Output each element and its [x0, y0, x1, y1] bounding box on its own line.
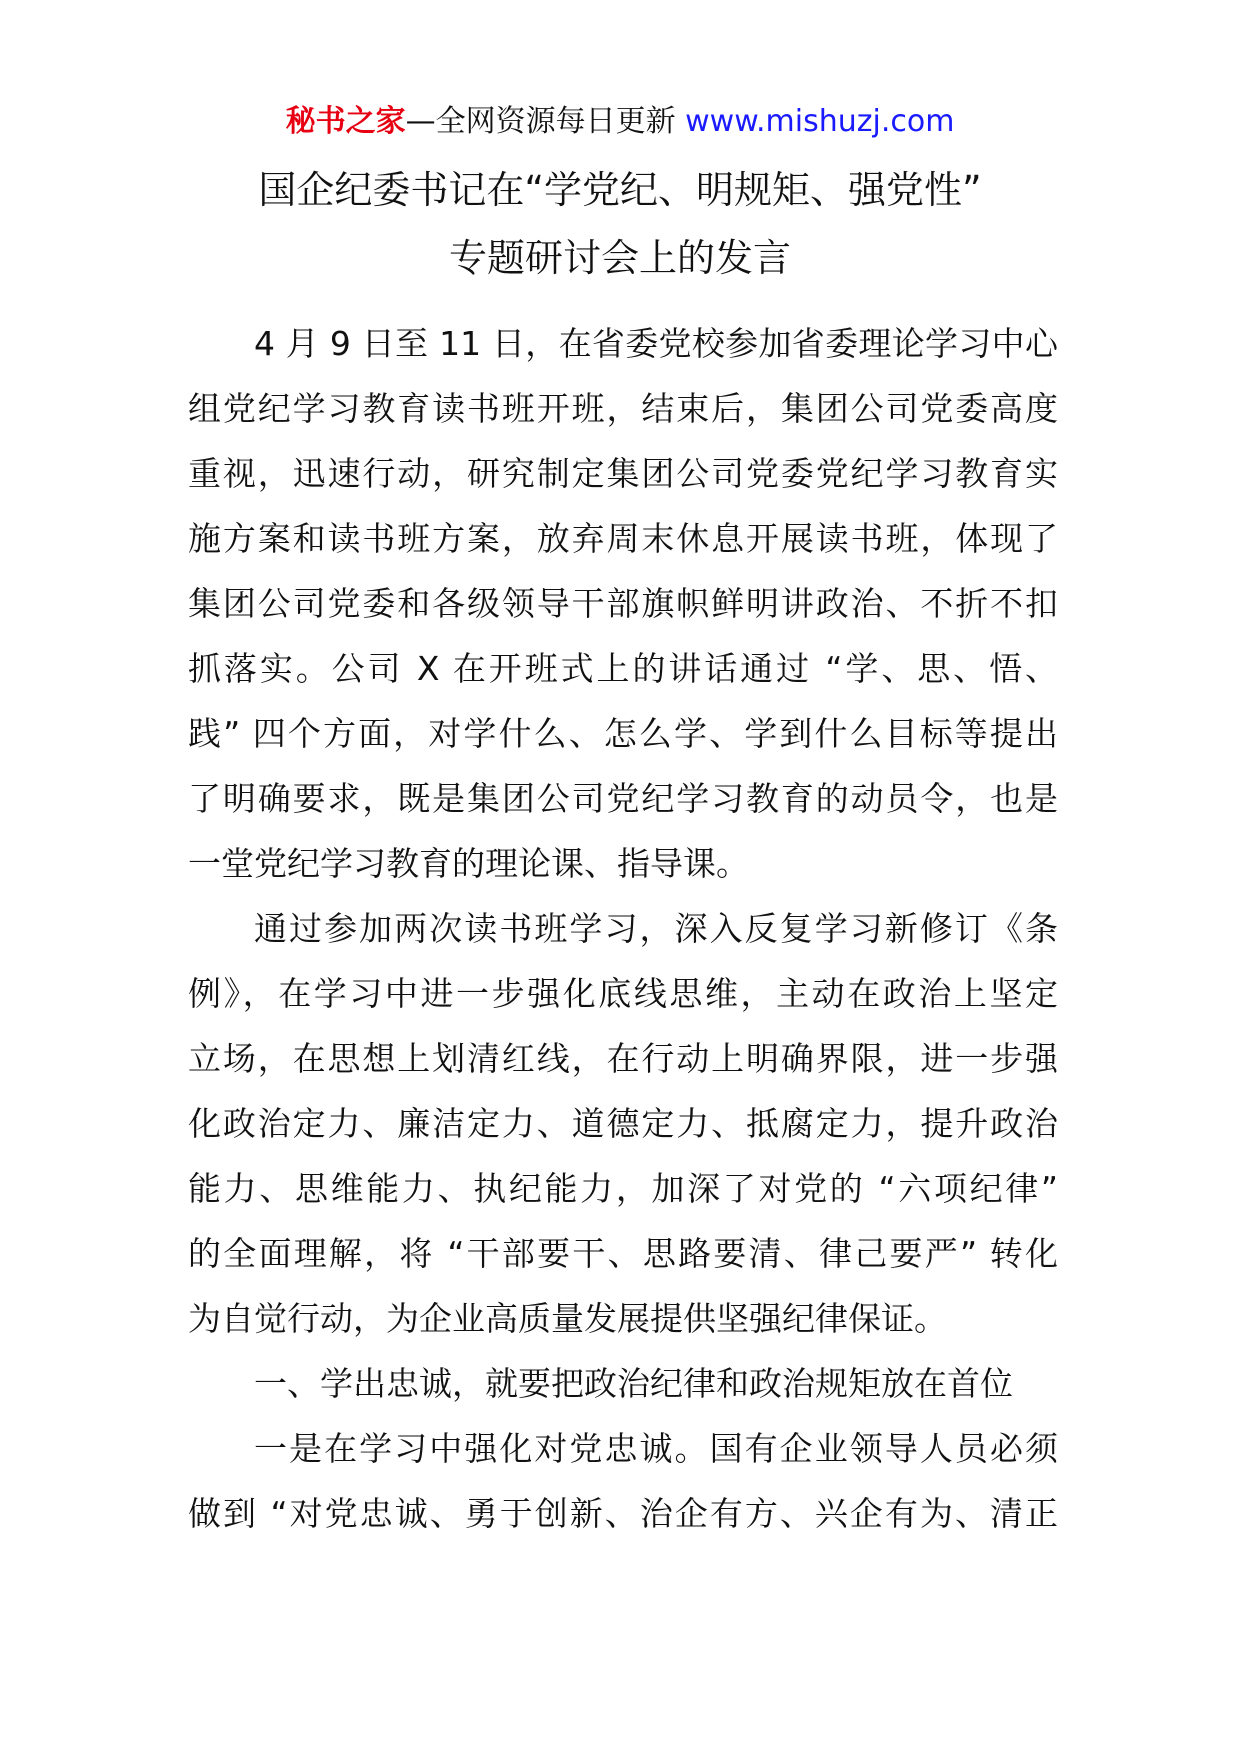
document-title-line-2: 专题研讨会上的发言 — [448, 236, 791, 280]
paragraph-1-line: 施方案和读书班方案，放弃周末休息开展读书班，体现了 — [188, 519, 1058, 558]
paragraph-2-line: 能力、思维能力、执纪能力，加深了对党的 “六项纪律” — [188, 1169, 1058, 1208]
header-tagline: —全网资源每日更新 — [405, 104, 686, 139]
paragraph-1-line: 集团公司党委和各级领导干部旗帜鲜明讲政治、不折不扣 — [188, 584, 1058, 623]
document-title-line-1: 国企纪委书记在“学党纪、明规矩、强党性” — [258, 168, 982, 212]
paragraph-3-line: 做到 “对党忠诚、勇于创新、治企有方、兴企有为、清正 — [188, 1494, 1058, 1533]
paragraph-1-line: 4 月 9 日至 11 日，在省委党校参加省委理论学习中心 — [254, 324, 1058, 363]
paragraph-1-line: 一堂党纪学习教育的理论课、指导课。 — [188, 844, 749, 883]
paragraph-1-line: 了明确要求，既是集团公司党纪学习教育的动员令，也是 — [188, 779, 1058, 818]
paragraph-2-line: 的全面理解，将 “干部要干、思路要清、律己要严” 转化 — [188, 1234, 1058, 1273]
paragraph-1-line: 组党纪学习教育读书班开班，结束后，集团公司党委高度 — [188, 389, 1058, 428]
paragraph-1-line: 践” 四个方面，对学什么、怎么学、学到什么目标等提出 — [188, 714, 1058, 753]
section-heading-1: 一、学出忠诚，就要把政治纪律和政治规矩放在首位 — [254, 1364, 1013, 1403]
paragraph-1-line: 重视，迅速行动，研究制定集团公司党委党纪学习教育实 — [188, 454, 1058, 493]
paragraph-2-line: 为自觉行动，为企业高质量发展提供坚强纪律保证。 — [188, 1299, 947, 1338]
paragraph-2-line: 例》，在学习中进一步强化底线思维，主动在政治上坚定 — [188, 974, 1058, 1013]
paragraph-2-line: 立场，在思想上划清红线，在行动上明确界限，进一步强 — [188, 1039, 1058, 1078]
site-header — [0, 102, 1240, 142]
paragraph-3-line: 一是在学习中强化对党忠诚。国有企业领导人员必须 — [254, 1429, 1058, 1468]
brand-name: 秘书之家 — [285, 104, 406, 139]
paragraph-2-line: 通过参加两次读书班学习，深入反复学习新修订《条 — [254, 909, 1058, 948]
site-url-link[interactable]: www.mishuzj.com — [685, 104, 955, 139]
paragraph-1-line: 抓落实。公司 X 在开班式上的讲话通过 “学、思、悟、 — [188, 649, 1058, 688]
document-body — [188, 311, 1058, 1546]
paragraph-2-line: 化政治定力、廉洁定力、道德定力、抵腐定力，提升政治 — [188, 1104, 1058, 1143]
